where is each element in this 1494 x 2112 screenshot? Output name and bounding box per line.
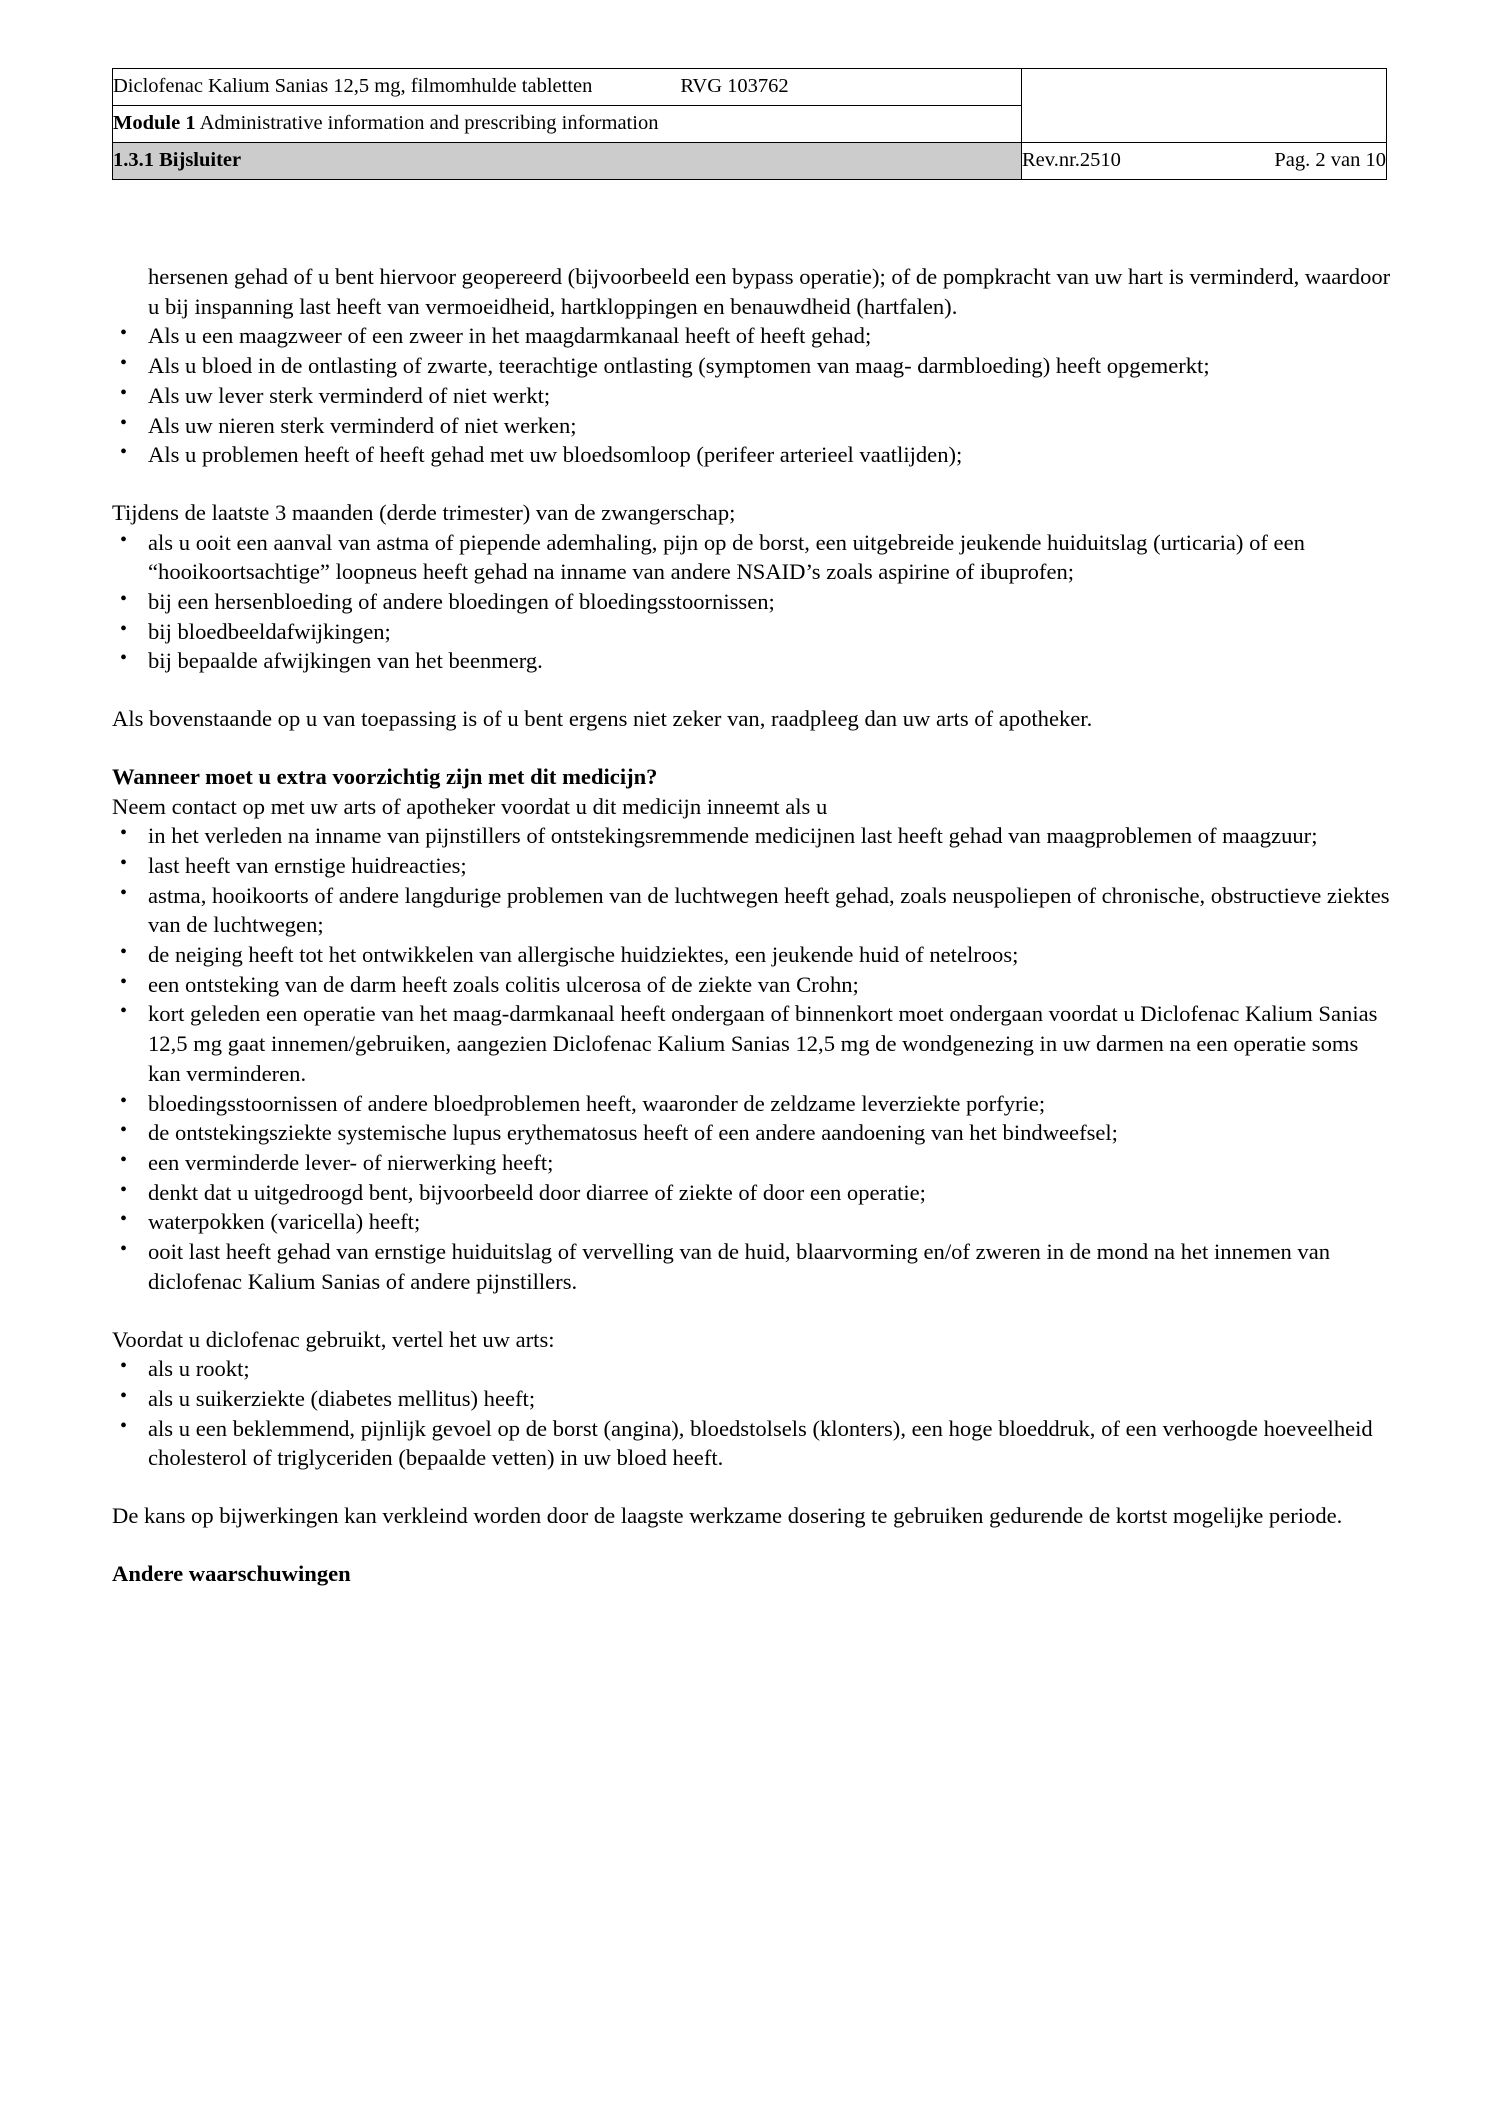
list-item: • Als u problemen heeft of heeft gehad met uw bloedsomloop (perifeer arterieel vaatlijden); [112,440,1392,470]
caution-intro: Neem contact op met uw arts of apotheker voordat u dit medicijn inneemt als u [112,793,828,819]
list-item: • astma, hooikoorts of andere langdurige problemen van de luchtwegen heeft gehad, zoals neuspoliepen of chronische, obstructieve ziektes van de luchtwegen; [112,881,1392,940]
spacer [112,734,1392,762]
tell-doctor-bullet-list [112,1354,1392,1473]
revision-number: Rev.nr.2510 [1022,149,1121,172]
list-item: • bloedingsstoornissen of andere bloedproblemen heeft, waaronder de zeldzame leverziekte porfyrie; [112,1089,1392,1119]
list-item: • waterpokken (varicella) heeft; [112,1207,1392,1237]
list-item: • last heeft van ernstige huidreacties; [112,851,1392,881]
module-description: Administrative information and prescribing information [195,112,659,135]
list-item: • de neiging heeft tot het ontwikkelen van allergische huidziektes, een jeukende huid of netelroos; [112,940,1392,970]
header-row-product [113,69,1387,106]
header-cell-product [113,69,1022,106]
list-item: • ooit last heeft gehad van ernstige huiduitslag of vervelling van de huid, blaarvorming en/of zweren in de mond na het innemen van diclofenac Kalium Sanias of andere pijnstillers. [112,1237,1392,1296]
spacer [112,1473,1392,1501]
caution-bullet-list [112,821,1392,1296]
rvg-code: RVG 103762 [680,75,789,98]
pregnancy-bullet-list [112,528,1392,677]
document-header-table [112,68,1387,180]
revision-line [1022,149,1386,173]
list-item: • een ontsteking van de darm heeft zoals colitis ulcerosa of de ziekte van Crohn; [112,970,1392,1000]
header-row-section [113,143,1387,180]
list-item: • Als uw lever sterk verminderd of niet werkt; [112,381,1392,411]
header-cell-section [113,143,1022,180]
other-warnings-heading: Andere waarschuwingen [112,1560,351,1586]
list-item: • denkt dat u uitgedroogd bent, bijvoorbeeld door diarree of ziekte of door een operatie; [112,1178,1392,1208]
list-item: • Als u bloed in de ontlasting of zwarte, teerachtige ontlasting (symptomen van maag- darmbloeding) heeft opgemerkt; [112,351,1392,381]
spacer [112,470,1392,498]
document-body [112,262,1392,1588]
list-item: • kort geleden een operatie van het maag-darmkanaal heeft ondergaan of binnenkort moet ondergaan voordat u Diclofenac Kalium Sanias 12,5 mg gaat innemen/gebruiken, aangezien Diclofenac Kalium Sanias 12,5 mg de wondgenezing in uw darmen na een operatie soms kan verminderen. [112,999,1392,1088]
list-item: • een verminderde lever- of nierwerking heeft; [112,1148,1392,1178]
pregnancy-line: Tijdens de laatste 3 maanden (derde trimester) van de zwangerschap; [112,499,736,525]
module-line [113,112,1021,136]
list-item: • als u suikerziekte (diabetes mellitus) heeft; [112,1384,1392,1414]
dosing-note-paragraph: De kans op bijwerkingen kan verkleind worden door de laagste werkzame dosering te gebruiken gedurende de kortst mogelijke periode. [112,1503,1343,1529]
list-item: • Als uw nieren sterk verminderd of niet werken; [112,411,1392,441]
list-item: • als u ooit een aanval van astma of piepende ademhaling, pijn op de borst, een uitgebreide jeukende huiduitslag (urticaria) of een “hooikoortsachtige” loopneus heeft gehad na inname van andere NSAID’s zoals aspirine of ibuprofen; [112,528,1392,587]
list-item: • als u een beklemmend, pijnlijk gevoel op de borst (angina), bloedstolsels (klonters), een hoge bloeddruk, of een verhoogde hoeveelheid cholesterol of triglyceriden (bepaalde vetten) in uw bloed heeft. [112,1414,1392,1473]
header-cell-revision [1022,143,1387,180]
list-item: • Als u een maagzweer of een zweer in het maagdarmkanaal heeft of heeft gehad; [112,321,1392,351]
header-cell-module [113,106,1022,143]
spacer [112,676,1392,704]
product-title-line [113,75,1021,99]
product-title: Diclofenac Kalium Sanias 12,5 mg, filmomhulde tabletten [113,75,593,98]
section-label: 1.3.1 Bijsluiter [113,149,242,172]
list-item: • bij bepaalde afwijkingen van het beenmerg. [112,646,1392,676]
list-item: • als u rookt; [112,1354,1392,1384]
list-item: • in het verleden na inname van pijnstillers of ontstekingsremmende medicijnen last heeft gehad van maagproblemen of maagzuur; [112,821,1392,851]
closing-contraindication-paragraph: Als bovenstaande op u van toepassing is of u bent ergens niet zeker van, raadpleeg dan uw arts of apotheker. [112,706,1093,732]
caution-heading: Wanneer moet u extra voorzichtig zijn met dit medicijn? [112,763,658,789]
page-number: Pag. 2 van 10 [1274,149,1386,172]
tell-doctor-intro: Voordat u diclofenac gebruikt, vertel het uw arts: [112,1326,555,1352]
list-item: • de ontstekingsziekte systemische lupus erythematosus heeft of een andere aandoening van het bindweefsel; [112,1118,1392,1148]
list-item: • bij een hersenbloeding of andere bloedingen of bloedingsstoornissen; [112,587,1392,617]
spacer [112,1531,1392,1559]
spacer [112,1297,1392,1325]
module-label: Module 1 [113,112,196,135]
contraindication-bullet-list [112,321,1392,470]
list-item: • bij bloedbeeldafwijkingen; [112,617,1392,647]
header-cell-blank [1022,69,1387,143]
intro-paragraph: hersenen gehad of u bent hiervoor geopereerd (bijvoorbeeld een bypass operatie); of de pompkracht van uw hart is verminderd, waardoor u bij inspanning last heeft van vermoeidheid, hartkloppingen en benauwdheid (hartfalen). [148,264,1391,319]
